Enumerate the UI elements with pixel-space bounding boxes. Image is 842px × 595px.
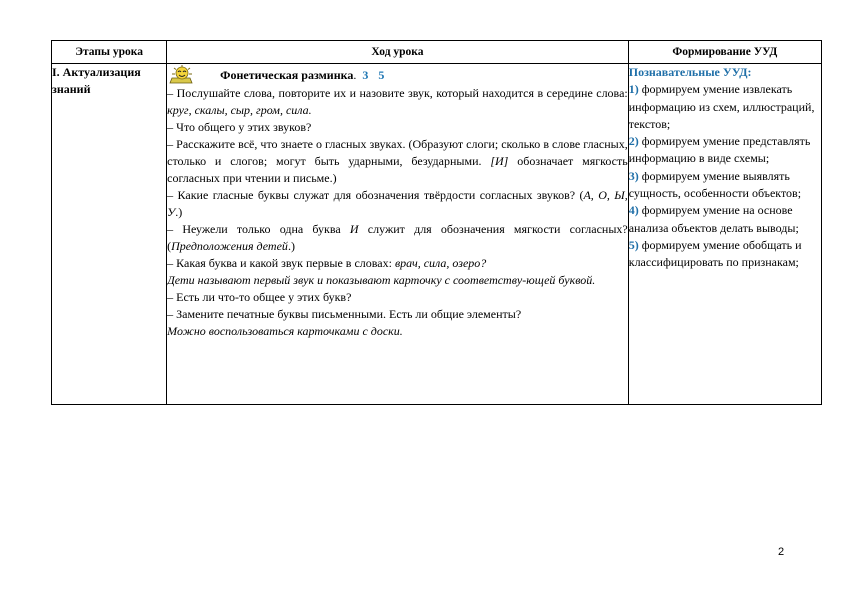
uud-item-number: 2) <box>628 134 639 149</box>
uud-title: Познавательные УУД: <box>628 65 752 79</box>
lesson-line-5 <box>167 221 628 255</box>
text: .) <box>287 239 295 253</box>
uud-item-text: формируем умение представлять информацию в виде схемы; <box>628 134 811 166</box>
uud-item-number: 5) <box>628 237 639 252</box>
table-row <box>52 64 822 405</box>
table-header-row <box>52 41 822 64</box>
text-italic: И <box>349 222 359 236</box>
text: – Какие гласные буквы служат для обозначения твёрдости согласных звуков? ( <box>167 188 584 202</box>
uud-item-number: 3) <box>628 168 639 183</box>
header-uud: Формирование УУД <box>628 41 821 64</box>
lesson-cell <box>167 64 629 405</box>
header-stages: Этапы урока <box>52 41 167 64</box>
number-a: 3 <box>362 68 369 82</box>
lesson-line-4 <box>167 187 628 221</box>
uud-item-text: формируем умение выявлять сущность, особенности объектов; <box>628 168 802 201</box>
uud-cell <box>628 64 821 405</box>
lesson-line-7: Дети называют первый звук и показывают карточку с соответству-ющей буквой. <box>167 273 596 287</box>
text: .) <box>175 205 183 219</box>
text-italic: круг, скалы, сыр, гром, сила. <box>167 103 312 117</box>
text: служит для обозначения мягкости согласных? ( <box>167 222 628 253</box>
lesson-numbers <box>362 67 394 84</box>
text: – Расскажите всё, что знаете о гласных звуках. (Образуют слоги; сколько в слове гласных, столько и слогов; могут быть ударными, безударными. <box>167 137 628 168</box>
uud-item-3 <box>629 168 821 203</box>
text-italic: А, О, Ы, У <box>167 188 628 219</box>
lesson-line-10: Можно воспользоваться карточками с доски. <box>167 324 403 338</box>
uud-item-5 <box>629 237 821 272</box>
lesson-line-6 <box>167 255 628 272</box>
lesson-line-3 <box>167 136 628 187</box>
text: – Послушайте слова, повторите их и назовите звук, который находится в середине слова: <box>167 86 628 100</box>
lesson-line-8: – Есть ли что-то общее у этих букв? <box>167 290 352 304</box>
text: – Неужели только одна буква <box>167 222 350 236</box>
stage-cell: I. Актуализация знаний <box>52 64 167 405</box>
sun-bell-icon <box>168 64 194 84</box>
uud-item-text: формируем умение на основе анализа объектов делать выводы; <box>628 203 799 235</box>
text-italic: Предположения детей <box>171 239 288 253</box>
lesson-line-1 <box>167 85 628 119</box>
text: – Какая буква и какой звук первые в словах: <box>167 256 395 270</box>
lesson-line-9: – Замените печатные буквы письменными. Есть ли общие элементы? <box>167 307 522 321</box>
page-number: 2 <box>778 546 785 558</box>
text-italic: [И] <box>490 154 509 168</box>
text-italic: врач, сила, озеро? <box>394 256 487 270</box>
uud-item-number: 1) <box>628 82 639 97</box>
uud-item-2 <box>629 133 821 168</box>
lesson-line-2: – Что общего у этих звуков? <box>167 120 312 134</box>
uud-item-4 <box>629 202 821 237</box>
header-lesson-flow: Ход урока <box>167 41 629 64</box>
uud-item-text: формируем умение обобщать и классифицировать по признакам; <box>628 237 802 270</box>
number-b: 5 <box>378 68 385 82</box>
lesson-title: Фонетическая разминка <box>220 68 354 82</box>
uud-item-1 <box>629 81 821 133</box>
lesson-heading <box>167 64 628 84</box>
lesson-title-dot: . <box>353 68 357 82</box>
lesson-table <box>51 40 822 405</box>
uud-item-text: формируем умение извлекать информацию из схем, иллюстраций, текстов; <box>628 82 815 131</box>
uud-item-number: 4) <box>628 203 639 218</box>
text: обозначает мягкость согласных при чтении и письме.) <box>167 154 628 185</box>
